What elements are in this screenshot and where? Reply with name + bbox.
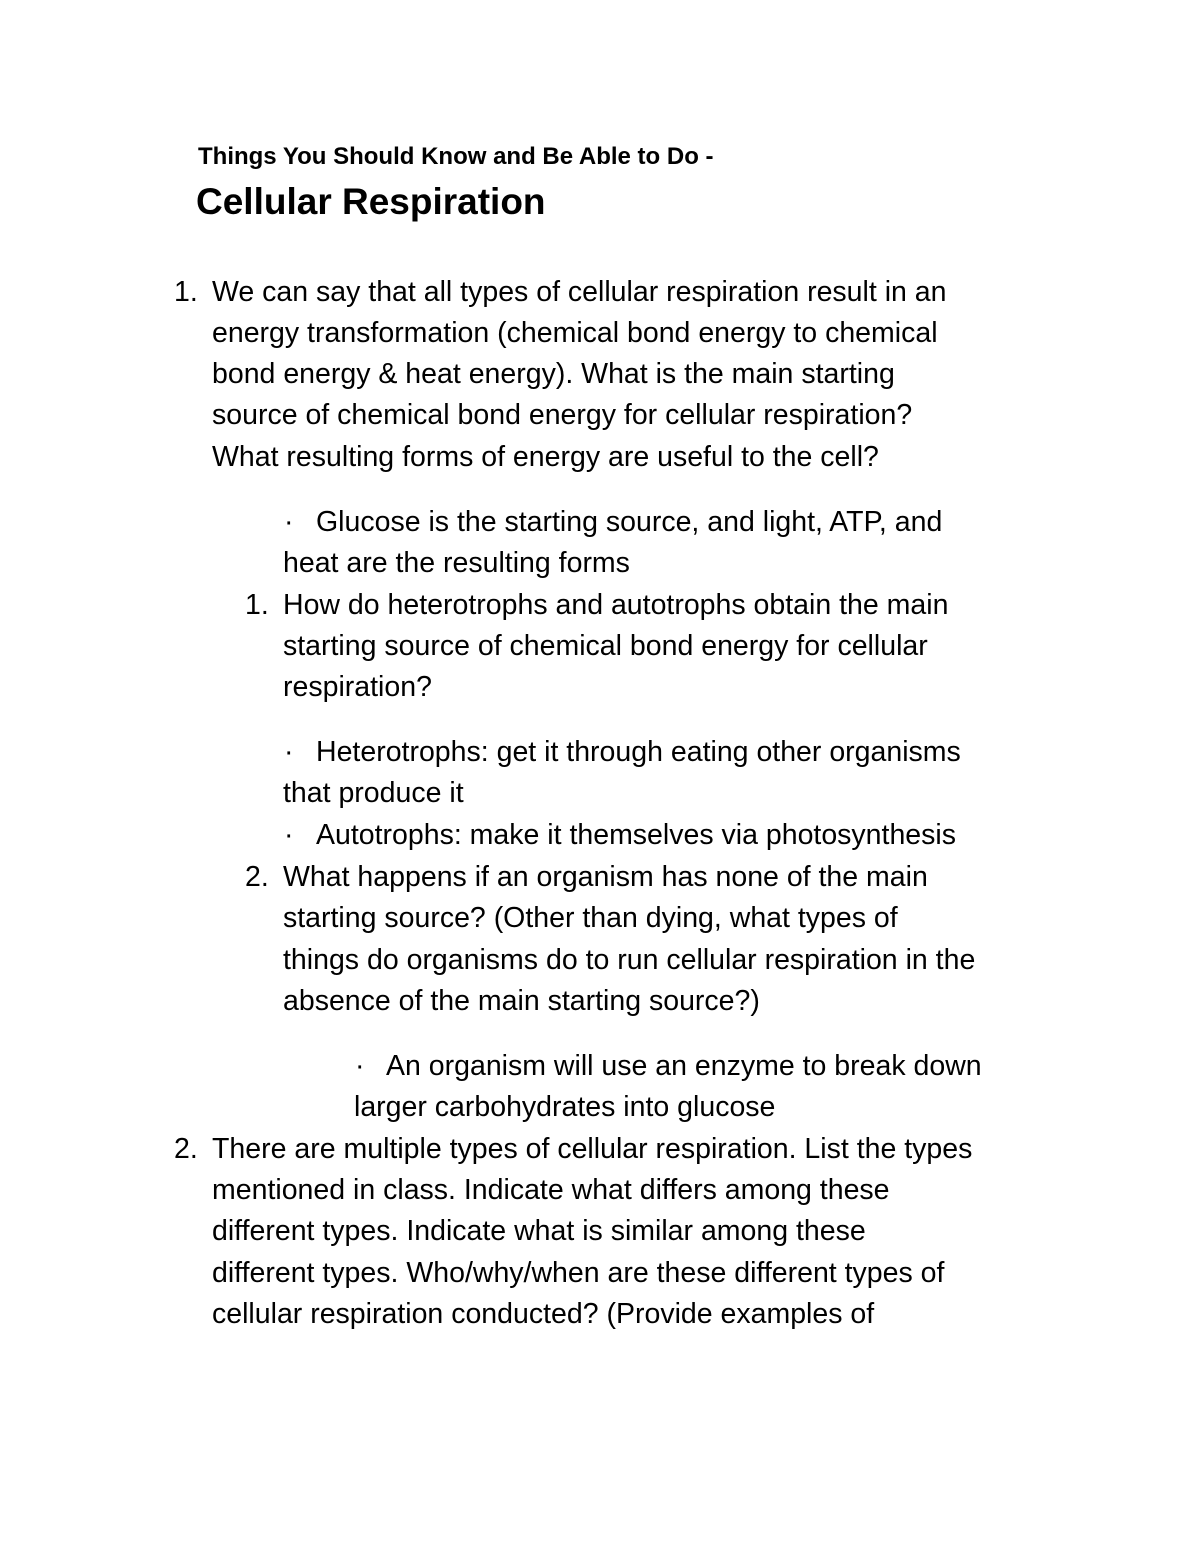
subquestion-2-line: absence of the main starting source?): [283, 985, 760, 1017]
subquestion-2-line: things do organisms do to run cellular respiration in the: [283, 944, 976, 976]
question-2-line: different types. Indicate what is similar among these: [212, 1215, 866, 1247]
subquestion-2-line: What happens if an organism has none of the main: [283, 861, 928, 893]
answer-line: that produce it: [283, 777, 464, 809]
question-2-line: There are multiple types of cellular respiration. List the types: [212, 1133, 973, 1165]
answer-line: heat are the resulting forms: [283, 547, 630, 579]
document-subtitle: Things You Should Know and Be Able to Do -: [198, 143, 714, 170]
question-1-number: 1.: [174, 276, 198, 308]
question-1-line: bond energy & heat energy). What is the main starting: [212, 358, 895, 390]
answer-bullet: ·: [284, 819, 294, 851]
subquestion-1-line: How do heterotrophs and autotrophs obtain the main: [283, 589, 949, 621]
subquestion-2-number: 2.: [245, 861, 269, 893]
answer-line: Glucose is the starting source, and light, ATP, and: [316, 506, 943, 538]
answer-bullet: ·: [284, 506, 294, 538]
subquestion-2-line: starting source? (Other than dying, what types of: [283, 902, 898, 934]
answer-line: An organism will use an enzyme to break down: [386, 1050, 982, 1082]
answer-bullet: ·: [284, 736, 294, 768]
question-1-line: What resulting forms of energy are useful to the cell?: [212, 441, 879, 473]
question-2-line: mentioned in class. Indicate what differs among these: [212, 1174, 890, 1206]
answer-bullet: ·: [355, 1050, 365, 1082]
question-2-number: 2.: [174, 1133, 198, 1165]
question-1-line: source of chemical bond energy for cellular respiration?: [212, 399, 913, 431]
answer-line: Heterotrophs: get it through eating other organisms: [316, 736, 961, 768]
question-1-line: energy transformation (chemical bond energy to chemical: [212, 317, 938, 349]
answer-line: larger carbohydrates into glucose: [354, 1091, 776, 1123]
answer-line: Autotrophs: make it themselves via photosynthesis: [316, 819, 956, 851]
subquestion-1-number: 1.: [245, 589, 269, 621]
question-1-line: We can say that all types of cellular respiration result in an: [212, 276, 947, 308]
document-title: Cellular Respiration: [196, 181, 546, 222]
question-2-line: cellular respiration conducted? (Provide examples of: [212, 1298, 875, 1330]
question-2-line: different types. Who/why/when are these different types of: [212, 1257, 945, 1289]
subquestion-1-line: starting source of chemical bond energy for cellular: [283, 630, 928, 662]
subquestion-1-line: respiration?: [283, 671, 432, 703]
